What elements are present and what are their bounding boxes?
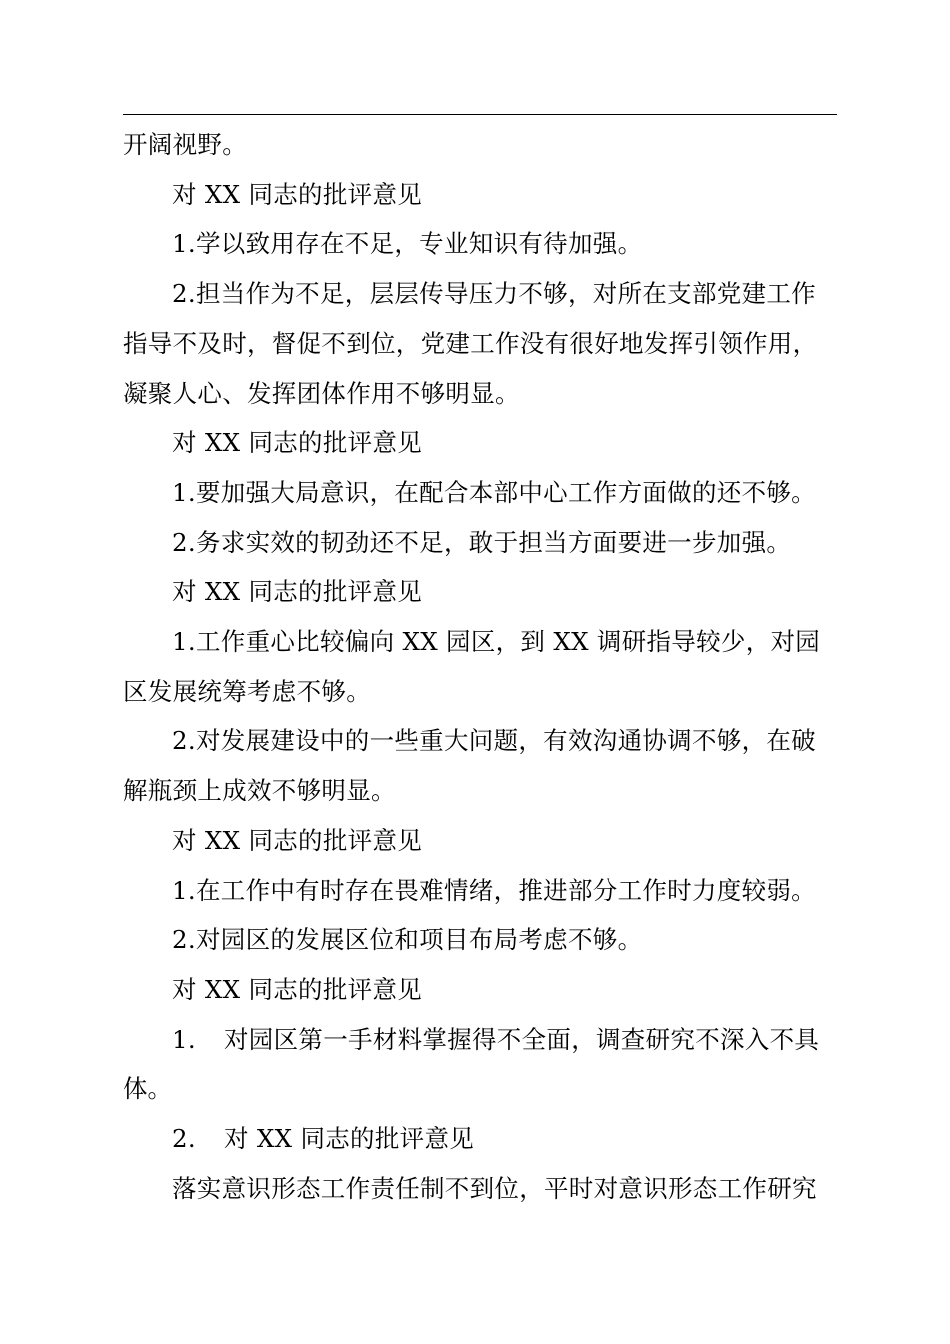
- section-heading: 对 XX 同志的批评意见: [172, 825, 423, 855]
- paragraph: 1.学以致用存在不足，专业知识有待加强。: [172, 229, 643, 259]
- paragraph: 2.对发展建设中的一些重大问题，有效沟通协调不够，在破解瓶颈上成效不够明显。: [123, 726, 816, 806]
- section-heading: 对 XX 同志的批评意见: [172, 577, 423, 607]
- paragraph: 1.要加强大局意识，在配合本部中心工作方面做的还不够。: [172, 477, 816, 507]
- section-heading: 对 XX 同志的批评意见: [172, 179, 423, 209]
- paragraph: 2.担当作为不足，层层传导压力不够，对所在支部党建工作指导不及时，督促不到位，党建工作没有很好地发挥引领作用，凝聚人心、发挥团体作用不够明显。: [123, 279, 818, 408]
- section-heading: 对 XX 同志的批评意见: [172, 428, 423, 458]
- paragraph: 1.在工作中有时存在畏难情绪，推进部分工作时力度较弱。: [172, 875, 816, 905]
- list-item-number: 1.: [172, 1024, 196, 1054]
- list-item-text: 对园区第一手材料掌握得不全面，调查研究不深入不具: [224, 1024, 820, 1054]
- list-item-number: 2.: [172, 1124, 196, 1154]
- list-item-text: 对 XX 同志的批评意见: [224, 1124, 475, 1154]
- list-item-1: [123, 1015, 837, 1065]
- header-rule: [123, 114, 837, 115]
- paragraph-continuation: 开阔视野。: [123, 130, 247, 159]
- paragraph: 1.工作重心比较偏向 XX 园区，到 XX 调研指导较少，对园区发展统筹考虑不够。: [123, 627, 821, 706]
- paragraph: 2.对园区的发展区位和项目布局考虑不够。: [172, 925, 643, 955]
- document-body: [123, 120, 837, 1213]
- list-item-2: [123, 1114, 837, 1164]
- paragraph: 2.务求实效的韧劲还不足，敢于担当方面要进一步加强。: [172, 527, 792, 557]
- list-item-1-continuation: 体。: [123, 1074, 172, 1104]
- paragraph-last: 落实意识形态工作责任制不到位，平时对意识形态工作研究: [172, 1173, 817, 1203]
- section-heading: 对 XX 同志的批评意见: [172, 974, 423, 1004]
